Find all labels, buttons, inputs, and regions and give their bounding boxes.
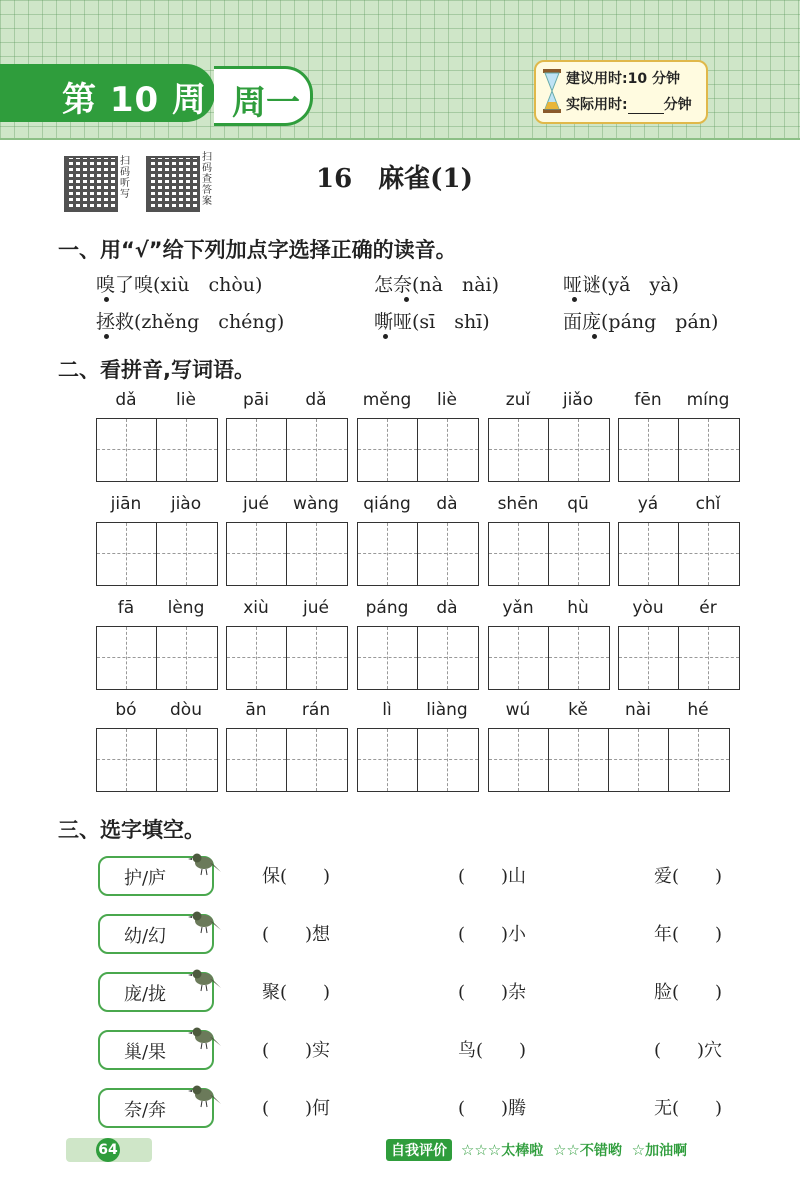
pinyin-label: hù [567, 598, 589, 618]
guide-line [256, 729, 257, 791]
pinyin-label: fēn [634, 390, 662, 410]
lesson-title: 16 麻雀(1) [316, 164, 473, 194]
star-icon[interactable]: ☆ [631, 1141, 646, 1159]
guide-line [287, 657, 347, 658]
pinyin-choice-6[interactable]: 面庞(páng pán) [563, 311, 719, 333]
qr-caption-dictation: 扫码听写 [120, 156, 130, 200]
guide-line [648, 627, 649, 689]
guide-line [708, 627, 709, 689]
fill-blank[interactable]: ( )何 [262, 1098, 331, 1119]
pinyin-label: jué [243, 494, 269, 514]
guide-line [126, 523, 127, 585]
writing-box[interactable] [357, 626, 479, 690]
writing-cell[interactable] [489, 419, 549, 481]
writing-cell[interactable] [489, 627, 549, 689]
guide-line [316, 523, 317, 585]
fill-blank[interactable]: 年( ) [654, 924, 723, 945]
rating-good: 不错哟 [579, 1143, 622, 1159]
emphasis-dot [104, 297, 109, 302]
pinyin-label: rán [301, 700, 331, 720]
guide-line [387, 523, 388, 585]
actual-time: 实际用时: 分钟 [566, 97, 692, 113]
guide-line [549, 657, 609, 658]
section1-title: 一、用“√”给下列加点字选择正确的读音。 [58, 238, 457, 262]
writing-cell[interactable] [609, 729, 669, 791]
pinyin-label: wàng [293, 494, 339, 514]
guide-line [698, 729, 699, 791]
guide-line [679, 449, 739, 450]
pinyin-label: dà [436, 494, 458, 514]
guide-line [126, 627, 127, 689]
pinyin-choice-3[interactable]: 哑谜(yǎ yà) [563, 274, 679, 296]
writing-box[interactable] [488, 728, 730, 792]
writing-cell[interactable] [97, 419, 157, 481]
pinyin-choice-1[interactable]: 嗅了嗅(xiù chòu) [96, 274, 263, 296]
writing-box[interactable] [226, 728, 348, 792]
pinyin-label: lèng [167, 598, 205, 618]
pinyin-label: dǎ [115, 390, 137, 410]
writing-cell[interactable] [97, 729, 157, 791]
guide-line [708, 523, 709, 585]
fill-blank[interactable]: ( )想 [262, 924, 331, 945]
pinyin-label: shēn [497, 494, 539, 514]
writing-cell[interactable] [549, 627, 609, 689]
writing-box[interactable] [96, 626, 218, 690]
guide-line [518, 627, 519, 689]
pinyin-label: pāi [243, 390, 269, 410]
writing-cell[interactable] [418, 523, 478, 585]
guide-line [256, 419, 257, 481]
pinyin-label: bó [115, 700, 137, 720]
writing-cell[interactable] [549, 419, 609, 481]
pinyin-choice-5[interactable]: 嘶哑(sī shī) [374, 311, 490, 333]
option-chars: 庞/拢 [123, 984, 167, 1005]
pinyin-label: nài [625, 700, 651, 720]
pinyin-label: jiào [170, 494, 202, 514]
writing-box[interactable] [488, 418, 610, 482]
pinyin-label: ān [245, 700, 267, 720]
section2-title: 二、看拼音,写词语。 [58, 358, 255, 382]
guide-line [186, 523, 187, 585]
fill-blank[interactable]: 脸( ) [654, 982, 723, 1003]
pinyin-label: wú [505, 700, 531, 720]
guide-line [669, 759, 729, 760]
pinyin-label: dà [436, 598, 458, 618]
writing-box[interactable] [96, 418, 218, 482]
guide-line [186, 419, 187, 481]
writing-cell[interactable] [489, 729, 549, 791]
writing-box[interactable] [488, 522, 610, 586]
guide-line [387, 627, 388, 689]
guide-line [157, 553, 217, 554]
guide-line [186, 627, 187, 689]
writing-cell[interactable] [227, 729, 287, 791]
writing-cell[interactable] [549, 523, 609, 585]
writing-cell[interactable] [549, 729, 609, 791]
guide-line [256, 627, 257, 689]
qr-caption-answers: 扫码查答案 [202, 152, 212, 207]
guide-line [549, 449, 609, 450]
fill-blank[interactable]: ( )山 [458, 866, 527, 887]
option-chars: 奈/奔 [123, 1100, 167, 1121]
guide-line [518, 523, 519, 585]
pinyin-label: jiān [110, 494, 142, 514]
writing-cell[interactable] [287, 419, 347, 481]
guide-line [578, 523, 579, 585]
star-icon[interactable]: ☆☆☆ [460, 1141, 502, 1159]
writing-box[interactable] [226, 626, 348, 690]
pinyin-label: dǎ [305, 390, 327, 410]
writing-cell[interactable] [358, 523, 418, 585]
rating-keep-going: 加油啊 [645, 1143, 688, 1159]
guide-line [648, 523, 649, 585]
writing-box[interactable] [357, 418, 479, 482]
emphasis-dot [404, 297, 409, 302]
guide-line [418, 759, 478, 760]
writing-cell[interactable] [418, 729, 478, 791]
writing-cell[interactable] [418, 627, 478, 689]
writing-cell[interactable] [619, 523, 679, 585]
option-chars: 护/庐 [123, 868, 167, 889]
writing-cell[interactable] [619, 627, 679, 689]
time-box [534, 60, 708, 124]
guide-line [447, 627, 448, 689]
writing-box[interactable] [618, 418, 740, 482]
guide-line [157, 449, 217, 450]
guide-line [578, 419, 579, 481]
guide-line [638, 729, 639, 791]
guide-line [287, 759, 347, 760]
writing-cell[interactable] [358, 419, 418, 481]
emphasis-dot [572, 297, 577, 302]
fill-blank[interactable]: 保( ) [262, 866, 331, 887]
guide-line [157, 759, 217, 760]
fill-blank[interactable]: ( )小 [458, 924, 527, 945]
guide-line [418, 553, 478, 554]
sparrow-icon [188, 962, 222, 996]
writing-box[interactable] [357, 522, 479, 586]
writing-box[interactable] [96, 522, 218, 586]
qr-code-answers[interactable] [146, 156, 200, 212]
pinyin-label: měng [362, 390, 412, 410]
week-banner [0, 64, 215, 122]
pinyin-label: páng [365, 598, 409, 618]
pinyin-label: míng [686, 390, 730, 410]
guide-line [287, 449, 347, 450]
writing-box[interactable] [226, 418, 348, 482]
sparrow-icon [188, 846, 222, 880]
guide-line [126, 729, 127, 791]
pinyin-choice-2[interactable]: 怎奈(nà nài) [374, 274, 500, 296]
week-label: 第 10 周 [62, 80, 207, 120]
pinyin-label: jiǎo [562, 390, 594, 410]
writing-cell[interactable] [227, 523, 287, 585]
writing-cell[interactable] [97, 627, 157, 689]
writing-cell[interactable] [679, 419, 739, 481]
pinyin-label: kě [568, 700, 588, 720]
guide-line [387, 419, 388, 481]
pinyin-label: lì [382, 700, 392, 720]
section3-title: 三、选字填空。 [58, 818, 205, 842]
rating-great: 太棒啦 [501, 1143, 544, 1159]
page-number: 64 [96, 1138, 120, 1162]
guide-line [157, 657, 217, 658]
pinyin-label: liè [176, 390, 196, 410]
writing-cell[interactable] [97, 523, 157, 585]
pinyin-label: ér [699, 598, 717, 618]
pinyin-label: hé [687, 700, 709, 720]
guide-line [447, 729, 448, 791]
emphasis-dot [383, 334, 388, 339]
eval-label: 自我评价 [386, 1139, 452, 1161]
guide-line [578, 627, 579, 689]
guide-line [186, 729, 187, 791]
guide-line [256, 523, 257, 585]
emphasis-dot [592, 334, 597, 339]
writing-cell[interactable] [489, 523, 549, 585]
fill-blank[interactable]: ( )腾 [458, 1098, 527, 1119]
time-blank[interactable] [628, 99, 664, 114]
star-icon[interactable]: ☆☆ [552, 1141, 580, 1159]
writing-cell[interactable] [418, 419, 478, 481]
writing-box[interactable] [618, 522, 740, 586]
guide-line [549, 553, 609, 554]
sparrow-icon [188, 1020, 222, 1054]
sparrow-icon [188, 1078, 222, 1112]
guide-line [287, 553, 347, 554]
hourglass-icon [542, 68, 562, 114]
pinyin-label: chǐ [695, 494, 721, 514]
writing-cell[interactable] [287, 523, 347, 585]
pinyin-label: dòu [170, 700, 202, 720]
writing-box[interactable] [488, 626, 610, 690]
writing-cell[interactable] [619, 419, 679, 481]
header-divider [0, 138, 800, 140]
writing-cell[interactable] [157, 523, 217, 585]
writing-cell[interactable] [157, 419, 217, 481]
pinyin-label: yǎn [502, 598, 534, 618]
pinyin-label: liàng [426, 700, 468, 720]
option-chars: 幼/幻 [123, 926, 167, 947]
guide-line [578, 729, 579, 791]
guide-line [316, 729, 317, 791]
fill-blank[interactable]: ( )穴 [654, 1040, 723, 1061]
pinyin-label: zuǐ [505, 390, 531, 410]
guide-line [418, 657, 478, 658]
writing-cell[interactable] [227, 419, 287, 481]
sparrow-icon [188, 904, 222, 938]
fill-blank[interactable]: 爱( ) [654, 866, 723, 887]
fill-blank[interactable]: ( )杂 [458, 982, 527, 1003]
pinyin-label: qū [567, 494, 589, 514]
writing-box[interactable] [226, 522, 348, 586]
pinyin-label: qiáng [363, 494, 411, 514]
guide-line [447, 523, 448, 585]
writing-cell[interactable] [227, 627, 287, 689]
guide-line [387, 729, 388, 791]
fill-blank[interactable]: 聚( ) [262, 982, 331, 1003]
writing-cell[interactable] [287, 729, 347, 791]
pinyin-label: xiù [243, 598, 269, 618]
self-evaluation [386, 1139, 687, 1161]
pinyin-label: liè [437, 390, 457, 410]
fill-blank[interactable]: ( )实 [262, 1040, 331, 1061]
guide-line [648, 419, 649, 481]
suggested-time: 建议用时:10 分钟 [566, 71, 680, 87]
writing-cell[interactable] [287, 627, 347, 689]
guide-line [679, 657, 739, 658]
writing-box[interactable] [618, 626, 740, 690]
guide-line [708, 419, 709, 481]
day-banner [214, 66, 313, 126]
writing-box[interactable] [357, 728, 479, 792]
emphasis-dot [104, 334, 109, 339]
writing-cell[interactable] [157, 627, 217, 689]
pinyin-label: fā [117, 598, 135, 618]
writing-cell[interactable] [669, 729, 729, 791]
qr-code-dictation[interactable] [64, 156, 118, 212]
guide-line [518, 729, 519, 791]
guide-line [316, 419, 317, 481]
guide-line [679, 553, 739, 554]
guide-line [447, 419, 448, 481]
pinyin-label: yòu [632, 598, 664, 618]
guide-line [418, 449, 478, 450]
writing-cell[interactable] [679, 627, 739, 689]
fill-blank[interactable]: 无( ) [654, 1098, 723, 1119]
day-label: 周一 [232, 83, 300, 123]
writing-cell[interactable] [358, 627, 418, 689]
writing-cell[interactable] [157, 729, 217, 791]
guide-line [316, 627, 317, 689]
option-chars: 巢/果 [123, 1042, 167, 1063]
guide-line [126, 419, 127, 481]
pinyin-label: yá [637, 494, 659, 514]
guide-line [518, 419, 519, 481]
writing-cell[interactable] [679, 523, 739, 585]
pinyin-label: jué [303, 598, 329, 618]
pinyin-choice-4[interactable]: 拯救(zhěng chéng) [96, 311, 285, 333]
writing-cell[interactable] [358, 729, 418, 791]
page-number-badge [66, 1138, 152, 1162]
fill-blank[interactable]: 鸟( ) [458, 1040, 527, 1061]
writing-box[interactable] [96, 728, 218, 792]
